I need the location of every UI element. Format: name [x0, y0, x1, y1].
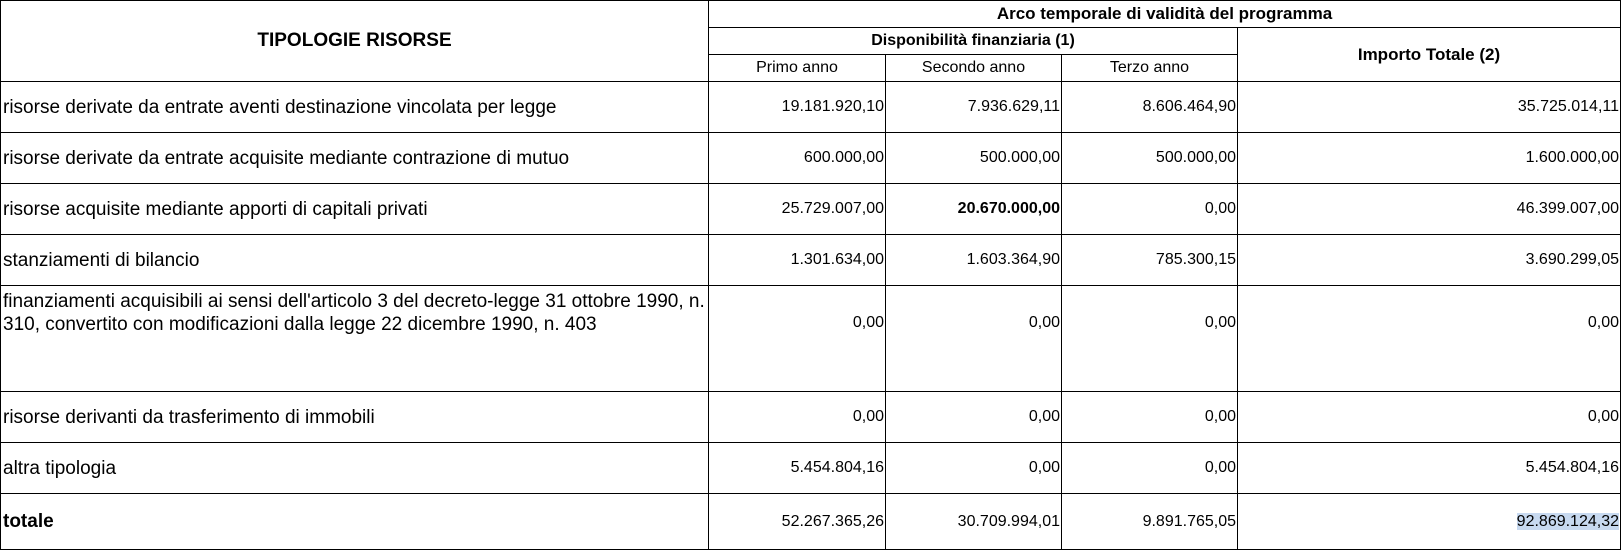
row-label: risorse derivate da entrate acquisite mediante contrazione di mutuo — [1, 133, 709, 184]
cell-primo-anno: 25.729.007,00 — [709, 184, 886, 235]
cell-importo-totale: 1.600.000,00 — [1238, 133, 1621, 184]
header-terzo-anno: Terzo anno — [1062, 55, 1238, 82]
cell-primo-anno: 600.000,00 — [709, 133, 886, 184]
row-label: finanziamenti acquisibili ai sensi dell'articolo 3 del decreto-legge 31 ottobre 1990, n. 310, convertito con modificazioni dalla legge 22 dicembre 1990, n. 403 — [1, 286, 709, 392]
cell-importo-totale: 0,00 — [1238, 286, 1621, 392]
cell-importo-totale: 0,00 — [1238, 392, 1621, 443]
cell-secondo-anno: 0,00 — [886, 443, 1062, 494]
cell-importo-totale: 5.454.804,16 — [1238, 443, 1621, 494]
grand-total-selection[interactable]: 92.869.124,32 — [1516, 512, 1619, 530]
row-label: risorse acquisite mediante apporti di capitali privati — [1, 184, 709, 235]
row-label: risorse derivate da entrate aventi destinazione vincolata per legge — [1, 82, 709, 133]
table-row — [1, 184, 1621, 235]
cell-importo-totale: 3.690.299,05 — [1238, 235, 1621, 286]
total-terzo-anno: 9.891.765,05 — [1062, 494, 1238, 550]
header-disponibilita-finanziaria: Disponibilità finanziaria (1) — [709, 28, 1238, 55]
table-row — [1, 235, 1621, 286]
cell-terzo-anno: 0,00 — [1062, 184, 1238, 235]
cell-terzo-anno: 8.606.464,90 — [1062, 82, 1238, 133]
table-row — [1, 82, 1621, 133]
cell-terzo-anno: 0,00 — [1062, 286, 1238, 392]
header-arco-temporale: Arco temporale di validità del programma — [709, 1, 1621, 28]
cell-secondo-anno: 0,00 — [886, 392, 1062, 443]
header-tipologie-risorse: TIPOLOGIE RISORSE — [1, 1, 709, 82]
cell-secondo-anno: 1.603.364,90 — [886, 235, 1062, 286]
grand-total-cell[interactable] — [1238, 494, 1621, 550]
cell-secondo-anno: 20.670.000,00 — [886, 184, 1062, 235]
cell-importo-totale: 46.399.007,00 — [1238, 184, 1621, 235]
cell-primo-anno: 1.301.634,00 — [709, 235, 886, 286]
cell-primo-anno: 0,00 — [709, 392, 886, 443]
cell-primo-anno: 19.181.920,10 — [709, 82, 886, 133]
cell-primo-anno: 5.454.804,16 — [709, 443, 886, 494]
table-row — [1, 392, 1621, 443]
cell-secondo-anno: 7.936.629,11 — [886, 82, 1062, 133]
cell-terzo-anno: 0,00 — [1062, 443, 1238, 494]
cell-importo-totale: 35.725.014,11 — [1238, 82, 1621, 133]
total-primo-anno: 52.267.365,26 — [709, 494, 886, 550]
table-row — [1, 443, 1621, 494]
cell-terzo-anno: 0,00 — [1062, 392, 1238, 443]
cell-secondo-anno: 500.000,00 — [886, 133, 1062, 184]
table-row — [1, 133, 1621, 184]
row-label: stanziamenti di bilancio — [1, 235, 709, 286]
header-primo-anno: Primo anno — [709, 55, 886, 82]
cell-secondo-anno: 0,00 — [886, 286, 1062, 392]
total-secondo-anno: 30.709.994,01 — [886, 494, 1062, 550]
cell-terzo-anno: 500.000,00 — [1062, 133, 1238, 184]
table-row — [1, 286, 1621, 392]
row-label: altra tipologia — [1, 443, 709, 494]
row-label: risorse derivanti da trasferimento di immobili — [1, 392, 709, 443]
header-secondo-anno: Secondo anno — [886, 55, 1062, 82]
totals-label: totale — [1, 494, 709, 550]
cell-terzo-anno: 785.300,15 — [1062, 235, 1238, 286]
totals-row — [1, 494, 1621, 550]
header-importo-totale: Importo Totale (2) — [1238, 28, 1621, 82]
cell-primo-anno: 0,00 — [709, 286, 886, 392]
